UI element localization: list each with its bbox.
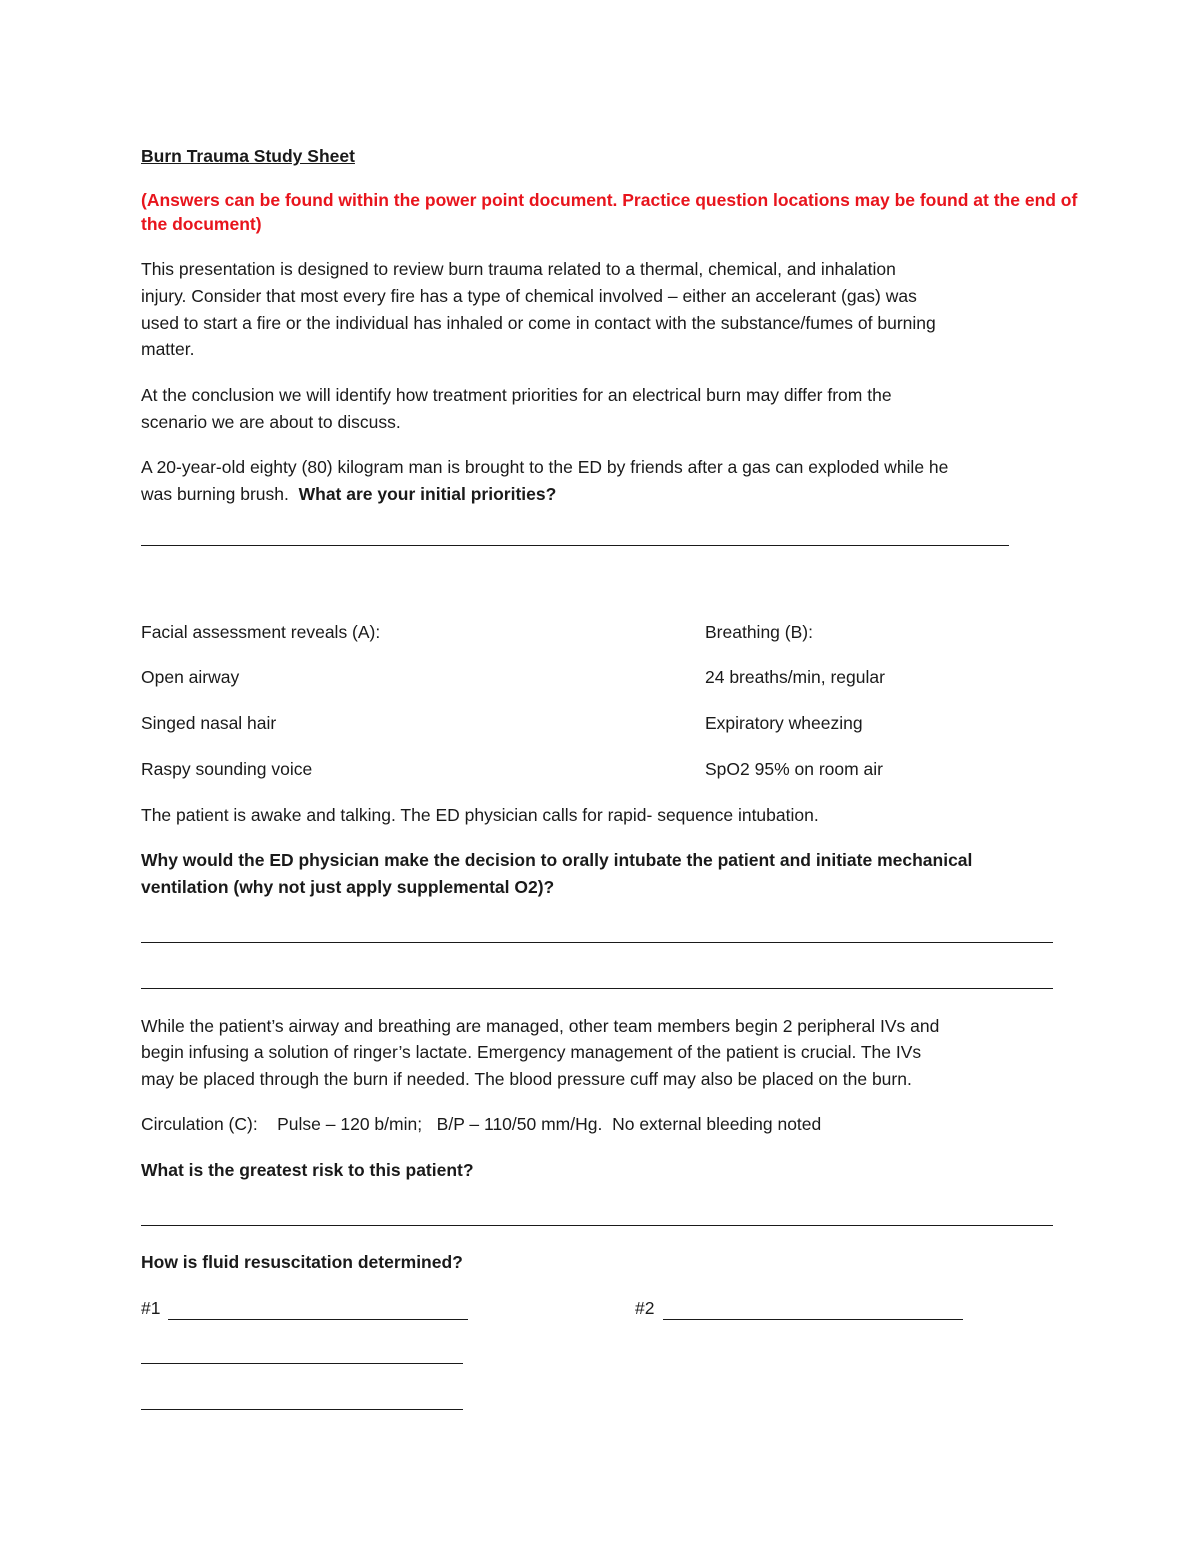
- note-line-2: the document): [141, 214, 262, 234]
- assessment-item: Open airway: [141, 667, 240, 687]
- conclusion-line-2: scenario we are about to discuss.: [141, 412, 401, 432]
- intro-line-3: used to start a fire or the individual has inhaled or come in contact with the substance/fumes of burning: [141, 313, 936, 333]
- page-title: Burn Trauma Study Sheet: [141, 146, 355, 166]
- iv-line-3: may be placed through the burn if needed. The blood pressure cuff may also be placed on the burn.: [141, 1069, 912, 1089]
- intro-line-2: injury. Consider that most every fire has a type of chemical involved – either an accelerant (gas) was: [141, 286, 917, 306]
- question-fluid-resuscitation: How is fluid resuscitation determined?: [141, 1252, 463, 1272]
- intro-line-1: This presentation is designed to review burn trauma related to a thermal, chemical, and inhalation: [141, 259, 896, 279]
- facial-assessment-header: Facial assessment reveals (A):: [141, 622, 381, 642]
- patient-status: The patient is awake and talking. The ED physician calls for rapid- sequence intubation.: [141, 805, 819, 825]
- assessment-item: Singed nasal hair: [141, 713, 277, 733]
- answer-line-intubation-2[interactable]: [141, 988, 1053, 989]
- answer-line-priorities[interactable]: [141, 545, 1009, 546]
- answer-line-fluid-2[interactable]: [663, 1319, 963, 1320]
- answer-line-fluid-4[interactable]: [141, 1409, 463, 1410]
- iv-line-1: While the patient’s airway and breathing are managed, other team members begin 2 peripheral IVs and: [141, 1016, 940, 1036]
- breathing-item: SpO2 95% on room air: [705, 759, 884, 779]
- intro-line-4: matter.: [141, 339, 195, 359]
- answer-line-fluid-1[interactable]: [168, 1319, 468, 1320]
- breathing-header: Breathing (B):: [705, 622, 813, 642]
- question-greatest-risk: What is the greatest risk to this patient?: [141, 1160, 474, 1180]
- scenario-line-1: A 20-year-old eighty (80) kilogram man is brought to the ED by friends after a gas can exploded while he: [141, 457, 949, 477]
- answer-line-intubation-1[interactable]: [141, 942, 1053, 943]
- iv-line-2: begin infusing a solution of ringer’s lactate. Emergency management of the patient is crucial. The IVs: [141, 1042, 922, 1062]
- assessment-item: Raspy sounding voice: [141, 759, 313, 779]
- breathing-item: Expiratory wheezing: [705, 713, 863, 733]
- question-intubation-line-2: ventilation (why not just apply supplemental O2)?: [141, 877, 555, 897]
- blank-2-label: #2: [635, 1298, 655, 1318]
- answer-line-risk[interactable]: [141, 1225, 1053, 1226]
- question-initial-priorities: What are your initial priorities?: [298, 484, 557, 504]
- scenario-line-2: [141, 481, 556, 508]
- conclusion-line-1: At the conclusion we will identify how treatment priorities for an electrical burn may differ from the: [141, 385, 892, 405]
- scenario-text: was burning brush.: [141, 484, 289, 504]
- blank-1-label: #1: [141, 1298, 161, 1318]
- circulation-line: Circulation (C): Pulse – 120 b/min; B/P – 110/50 mm/Hg. No external bleeding noted: [141, 1114, 822, 1134]
- question-intubation-line-1: Why would the ED physician make the decision to orally intubate the patient and initiate mechanical: [141, 850, 973, 870]
- answer-line-fluid-3[interactable]: [141, 1363, 463, 1364]
- breathing-item: 24 breaths/min, regular: [705, 667, 885, 687]
- note-line-1: (Answers can be found within the power point document. Practice question locations may be found at the end of: [141, 190, 1078, 210]
